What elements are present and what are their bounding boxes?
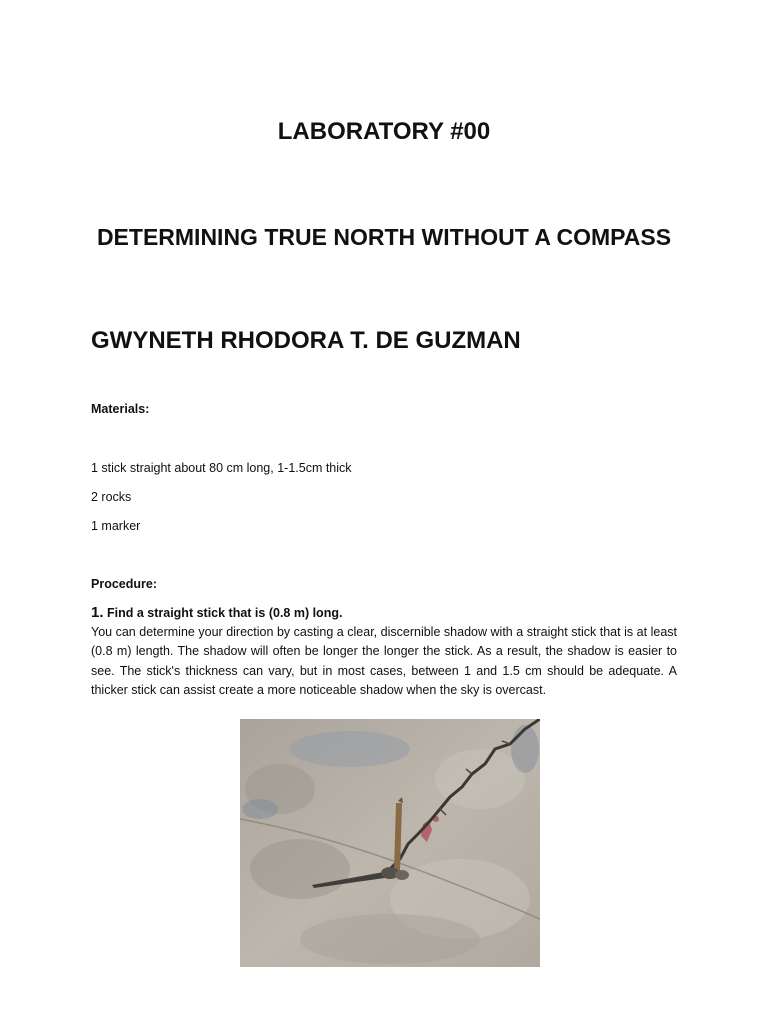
materials-label: Materials: — [91, 402, 150, 416]
author-name: GWYNETH RHODORA T. DE GUZMAN — [91, 327, 521, 354]
document-title: DETERMINING TRUE NORTH WITHOUT A COMPASS — [96, 224, 672, 250]
step-body: You can determine your direction by casting a clear, discernible shadow with a straight stick that is at least (0.8 m) length. The shadow will often be longer the longer the stick. As a result, the shadow is easier to see. The stick's thickness can vary, but in most cases, between 1 and 1.5 cm should be adequate. A thicker stick can assist create a more noticeable shadow when the sky is overcast. — [91, 625, 677, 697]
step-heading — [91, 604, 342, 621]
material-item: 2 rocks — [91, 490, 132, 504]
material-item: 1 marker — [91, 519, 141, 533]
procedure-label: Procedure: — [91, 577, 157, 591]
lab-number-heading: LABORATORY #00 — [277, 118, 491, 145]
step-number: 1. — [91, 604, 104, 621]
step-heading-text: Find a straight stick that is (0.8 m) long. — [103, 606, 343, 620]
stick-shadow-photo — [240, 719, 540, 967]
material-item: 1 stick straight about 80 cm long, 1-1.5cm thick — [91, 461, 352, 475]
